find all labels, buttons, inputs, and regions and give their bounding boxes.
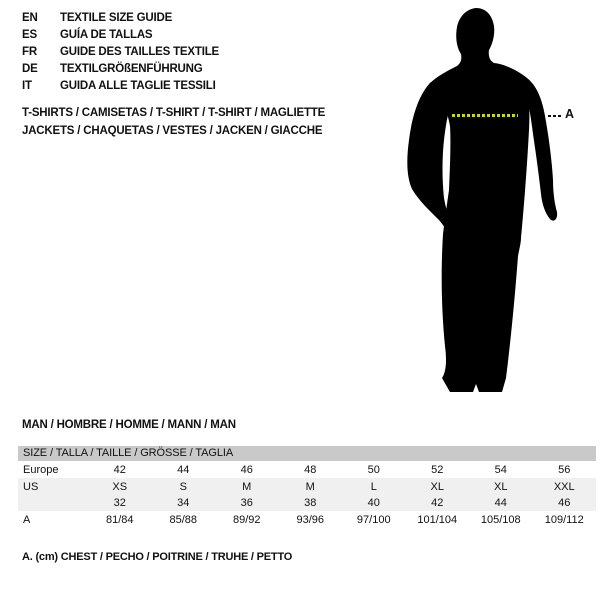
- chest-measure-leader-line: [548, 115, 563, 117]
- language-list: [22, 10, 219, 95]
- measure-label-a: A: [565, 107, 575, 121]
- language-code: ES: [22, 29, 37, 41]
- language-row-fr: [22, 44, 219, 61]
- language-row-es: [22, 27, 219, 44]
- language-row-en: [22, 10, 219, 27]
- table-cell: 52: [431, 463, 444, 476]
- size-table-header: SIZE / TALLA / TAILLE / GRÖSSE / TAGLIA: [18, 446, 596, 461]
- table-cell: 34: [177, 497, 190, 509]
- table-cell: 56: [558, 463, 571, 476]
- table-cell: 50: [367, 463, 380, 476]
- table-cell: S: [179, 480, 187, 493]
- table-cell: XXL: [553, 480, 575, 493]
- language-row-de: [22, 61, 219, 78]
- category-list: [22, 104, 325, 140]
- language-code: FR: [22, 46, 37, 58]
- category-tshirts: T-SHIRTS / CAMISETAS / T-SHIRT / T-SHIRT / MAGLIETTE: [22, 107, 326, 119]
- language-code: EN: [22, 12, 38, 24]
- table-cell: L: [370, 480, 377, 493]
- table-cell: XL: [430, 480, 444, 493]
- table-cell: 109/112: [544, 514, 584, 526]
- language-label: TEXTILE SIZE GUIDE: [60, 12, 173, 24]
- language-label: GUÍA DE TALLAS: [60, 29, 153, 41]
- language-label: TEXTILGRÖßENFÜHRUNG: [60, 63, 203, 75]
- table-cell: 101/104: [417, 514, 458, 526]
- table-cell: 44: [494, 497, 507, 509]
- table-cell: 81/84: [105, 514, 134, 526]
- man-silhouette-figure: [405, 8, 575, 394]
- table-cell: 42: [431, 497, 444, 509]
- chest-measure-dashed-line: [452, 114, 518, 117]
- man-silhouette-icon: [405, 8, 565, 394]
- measurement-footnote: A. (cm) CHEST / PECHO / POITRINE / TRUHE / PETTO: [22, 551, 293, 563]
- row-label: Europe: [23, 463, 59, 476]
- table-cell: 40: [367, 497, 380, 509]
- section-title-man: MAN / HOMBRE / HOMME / MANN / MAN: [22, 419, 236, 431]
- table-row-chest-a: [18, 511, 596, 529]
- table-cell: 48: [304, 463, 317, 476]
- language-label: GUIDA ALLE TAGLIE TESSILI: [60, 80, 216, 92]
- row-label: A: [23, 514, 31, 526]
- table-cell: XS: [112, 480, 128, 493]
- language-row-it: [22, 78, 219, 95]
- table-cell: 85/88: [169, 514, 198, 526]
- table-cell: M: [242, 480, 252, 493]
- table-cell: 38: [304, 497, 317, 509]
- table-cell: 36: [240, 497, 253, 509]
- table-cell: 32: [113, 497, 126, 509]
- table-cell: XL: [494, 480, 508, 493]
- table-cell: M: [305, 480, 315, 493]
- language-label: GUIDE DES TAILLES TEXTILE: [60, 46, 219, 58]
- table-cell: 97/100: [356, 514, 391, 526]
- language-code: IT: [22, 80, 32, 92]
- table-row-us: [18, 478, 596, 495]
- table-cell: 46: [558, 497, 571, 509]
- table-cell: 93/96: [296, 514, 325, 526]
- table-cell: 54: [494, 463, 507, 476]
- size-table: [18, 446, 596, 529]
- table-cell: 105/108: [480, 514, 521, 526]
- table-row-europe: [18, 461, 596, 478]
- table-cell: 89/92: [232, 514, 261, 526]
- category-jackets: JACKETS / CHAQUETAS / VESTES / JACKEN / GIACCHE: [22, 125, 323, 137]
- table-cell: 46: [240, 463, 253, 476]
- table-row-us-numeric: [18, 495, 596, 511]
- language-code: DE: [22, 63, 38, 75]
- table-cell: 44: [177, 463, 190, 476]
- table-cell: 42: [113, 463, 126, 476]
- row-label: US: [23, 480, 39, 493]
